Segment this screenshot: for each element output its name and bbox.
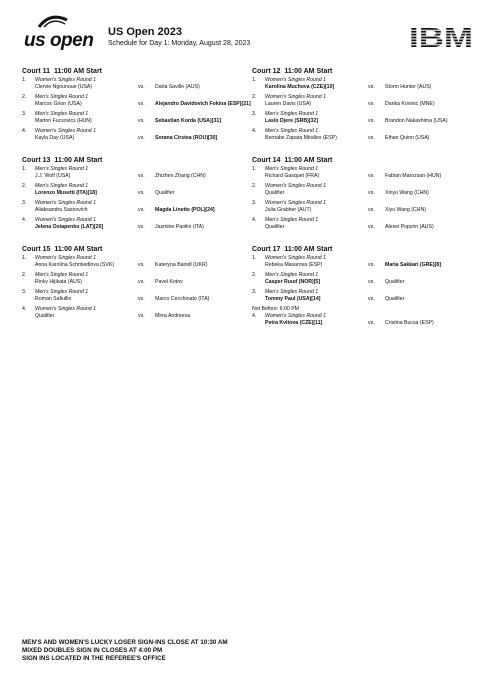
match-row	[22, 94, 258, 111]
match-row	[22, 306, 258, 323]
match-row	[252, 217, 488, 234]
court-heading	[252, 244, 488, 255]
match-number: 3.	[22, 200, 27, 206]
player-two: Magda Linette (POL)[24]	[155, 206, 215, 213]
ibm-stripe	[408, 40, 474, 42]
player-two: Brandon Nakashima (USA)	[385, 117, 448, 124]
match-event: Men's Singles Round 1	[265, 128, 319, 134]
match-event: Men's Singles Round 1	[35, 289, 89, 295]
court-heading	[22, 66, 258, 77]
court-start-time: 11:00 AM Start	[54, 157, 103, 164]
match-row	[22, 77, 258, 94]
player-one: Marton Fucsovics (HUN)	[35, 117, 92, 124]
match-number: 2.	[22, 94, 27, 100]
ibm-stripe	[408, 28, 474, 30]
page-header	[0, 0, 500, 58]
court-name: Court 17	[252, 246, 281, 253]
match-number: 4.	[22, 128, 27, 134]
versus-label: vs.	[138, 206, 145, 213]
player-two: Mirra Andreeva	[155, 312, 191, 319]
player-one: Karolina Muchova (CZE)[10]	[265, 83, 335, 90]
versus-label: vs.	[138, 100, 145, 107]
versus-label: vs.	[368, 189, 375, 196]
court-name: Court 13	[22, 157, 51, 164]
ibm-stripe	[408, 31, 474, 33]
court-17-schedule	[252, 244, 488, 330]
match-number: 2.	[22, 183, 27, 189]
match-number: 4.	[22, 306, 27, 312]
match-event: Women's Singles Round 1	[35, 128, 96, 134]
match-row	[22, 255, 258, 272]
court-heading	[22, 155, 258, 166]
versus-label: vs.	[368, 172, 375, 179]
match-event: Women's Singles Round 1	[265, 77, 326, 83]
player-two: Sorana Cirstea (ROU)[30]	[155, 134, 218, 141]
match-event: Women's Singles Round 1	[35, 306, 96, 312]
match-event: Men's Singles Round 1	[265, 111, 319, 117]
court-name: Court 14	[252, 157, 281, 164]
match-number: 2.	[252, 272, 257, 278]
match-number: 1.	[252, 255, 257, 261]
court-name: Court 15	[22, 246, 51, 253]
match-number: 3.	[22, 289, 27, 295]
court-12-schedule	[252, 66, 488, 145]
match-event: Women's Singles Round 1	[35, 200, 96, 206]
player-one: Casper Ruud (NOR)[5]	[265, 278, 321, 285]
player-two: Danka Kovinic (MNE)	[385, 100, 435, 107]
player-two: Qualifier	[385, 278, 405, 285]
match-row	[252, 255, 488, 272]
match-event: Men's Singles Round 1	[35, 166, 89, 172]
court-14-schedule	[252, 155, 488, 234]
ibm-logo-icon: IBM	[408, 25, 474, 48]
versus-label: vs.	[368, 134, 375, 141]
match-row	[22, 272, 258, 289]
player-two: Kateryna Baindl (UKR)	[155, 261, 208, 268]
court-start-time: 11:00 AM Start	[54, 246, 103, 253]
court-13-schedule	[22, 155, 258, 234]
player-one: Qualifier	[35, 312, 55, 319]
match-number: 3.	[252, 200, 257, 206]
match-row	[252, 94, 488, 111]
player-one: Tommy Paul (USA)[14]	[265, 295, 321, 302]
match-event: Men's Singles Round 1	[265, 289, 319, 295]
match-event: Men's Singles Round 1	[265, 272, 319, 278]
match-event: Women's Singles Round 1	[35, 77, 96, 83]
logo-wordmark: us open	[24, 30, 94, 51]
match-event: Men's Singles Round 1	[35, 94, 89, 100]
versus-label: vs.	[368, 117, 375, 124]
player-two: Marco Cecchinato (ITA)	[155, 295, 210, 302]
versus-label: vs.	[138, 278, 145, 285]
player-two: Maria Sakkari (GRE)[8]	[385, 261, 441, 268]
player-one: Kayla Day (USA)	[35, 134, 75, 141]
player-one: Jelena Ostapenko (LAT)[20]	[35, 223, 104, 230]
match-number: 3.	[252, 111, 257, 117]
court-start-time: 11:00 AM Start	[284, 157, 333, 164]
player-two: Daria Saville (AUS)	[155, 83, 200, 90]
player-one: Richard Gasquet (FRA)	[265, 172, 320, 179]
player-one: Qualifier	[265, 189, 285, 196]
player-one: Clervie Ngounoue (USA)	[35, 83, 93, 90]
player-two: Qualifier	[155, 189, 175, 196]
footer-notes	[22, 639, 228, 663]
versus-label: vs.	[138, 295, 145, 302]
match-event: Women's Singles Round 1	[265, 313, 326, 319]
versus-label: vs.	[138, 312, 145, 319]
us-open-logo	[24, 14, 96, 56]
versus-label: vs.	[138, 172, 145, 179]
court-start-time: 11:00 AM Start	[284, 68, 333, 75]
match-number: 1.	[22, 77, 27, 83]
player-one: Petra Kvitova (CZE)[11]	[265, 319, 323, 326]
versus-label: vs.	[138, 83, 145, 90]
match-number: 4.	[22, 217, 27, 223]
match-number: 2.	[22, 272, 27, 278]
ibm-stripe	[408, 42, 474, 44]
player-one: Laslo Djere (SRB)[32]	[265, 117, 319, 124]
player-two: Jasmine Paolini (ITA)	[155, 223, 204, 230]
player-one: Qualifier	[265, 223, 285, 230]
player-one: Rinky Hijikata (AUS)	[35, 278, 82, 285]
flaming-ball-icon	[38, 14, 68, 28]
versus-label: vs.	[368, 83, 375, 90]
match-event: Men's Singles Round 1	[265, 166, 319, 172]
player-one: Bernabe Zapata Miralles (ESP)	[265, 134, 337, 141]
match-row	[252, 272, 488, 289]
ibm-stripe	[408, 37, 474, 39]
versus-label: vs.	[368, 295, 375, 302]
match-row	[252, 111, 488, 128]
match-row	[22, 200, 258, 217]
versus-label: vs.	[138, 189, 145, 196]
match-row	[252, 313, 488, 330]
player-two: Zhizhen Zhang (CHN)	[155, 172, 206, 179]
player-one: Lauren Davis (USA)	[265, 100, 312, 107]
footer-line: MIXED DOUBLES SIGN IN CLOSES AT 4:00 PM	[22, 647, 163, 654]
match-event: Men's Singles Round 1	[265, 217, 319, 223]
court-start-time: 11:00 AM Start	[54, 68, 102, 75]
match-number: 4.	[252, 128, 257, 134]
match-row	[252, 77, 488, 94]
court-heading	[252, 66, 488, 77]
court-11-schedule	[22, 66, 258, 145]
player-two: Alejandro Davidovich Fokina (ESP)[21]	[155, 100, 251, 107]
match-event: Men's Singles Round 1	[35, 272, 89, 278]
match-row	[22, 183, 258, 200]
footer-line: SIGN INS LOCATED IN THE REFEREE'S OFFICE	[22, 655, 166, 662]
player-one: Anna Karolina Schmiedlova (SVK)	[35, 261, 115, 268]
court-heading	[22, 244, 258, 255]
match-event: Women's Singles Round 1	[265, 183, 326, 189]
match-number: 1.	[252, 166, 257, 172]
match-row	[22, 128, 258, 145]
player-one: Aliaksandra Sasnovich	[35, 206, 88, 213]
match-row	[22, 289, 258, 306]
match-number: 3.	[252, 289, 257, 295]
versus-label: vs.	[368, 206, 375, 213]
player-two: Xiyu Wang (CHN)	[385, 206, 427, 213]
court-name: Court 11	[22, 68, 51, 75]
player-one: Julia Grabher (AUT)	[265, 206, 312, 213]
versus-label: vs.	[368, 261, 375, 268]
player-one: Marcos Giron (USA)	[35, 100, 82, 107]
player-two: Xinyu Wang (CHN)	[385, 189, 429, 196]
match-number: 3.	[22, 111, 27, 117]
match-event: Men's Singles Round 1	[35, 111, 89, 117]
player-one: Rebeka Masarova (ESP)	[265, 261, 323, 268]
match-event: Women's Singles Round 1	[265, 255, 326, 261]
versus-label: vs.	[368, 319, 375, 326]
match-row	[22, 111, 258, 128]
versus-label: vs.	[368, 100, 375, 107]
match-number: 1.	[22, 255, 27, 261]
match-number: 2.	[252, 183, 257, 189]
match-row	[22, 217, 258, 234]
match-event: Women's Singles Round 1	[265, 200, 326, 206]
player-one: J.J. Wolf (USA)	[35, 172, 71, 179]
ibm-stripe	[408, 34, 474, 36]
match-row	[252, 289, 488, 306]
match-number: 1.	[22, 166, 27, 172]
player-two: Sebastian Korda (USA)[31]	[155, 117, 222, 124]
player-two: Alexei Popyrin (AUS)	[385, 223, 434, 230]
match-row	[252, 183, 488, 200]
versus-label: vs.	[138, 223, 145, 230]
versus-label: vs.	[368, 223, 375, 230]
player-two: Cristina Bucsa (ESP)	[385, 319, 434, 326]
ibm-stripe	[408, 45, 474, 47]
match-row	[252, 128, 488, 145]
court-15-schedule	[22, 244, 258, 323]
page-title: US Open 2023	[108, 26, 182, 38]
match-number: 4.	[252, 313, 257, 319]
match-number: 2.	[252, 94, 257, 100]
player-two: Storm Hunter (AUS)	[385, 83, 432, 90]
player-two: Pavel Kotov	[155, 278, 183, 285]
versus-label: vs.	[368, 278, 375, 285]
player-one: Roman Safiullin	[35, 295, 72, 302]
ibm-logo	[408, 25, 474, 48]
match-event: Women's Singles Round 1	[35, 255, 96, 261]
match-event: Men's Singles Round 1	[35, 183, 89, 189]
court-name: Court 12	[252, 68, 281, 75]
versus-label: vs.	[138, 134, 145, 141]
match-event: Women's Singles Round 1	[35, 217, 96, 223]
court-start-time: 11:00 AM Start	[284, 246, 333, 253]
player-two: Fabian Marozsan (HUN)	[385, 172, 442, 179]
court-heading	[252, 155, 488, 166]
footer-line: MEN'S AND WOMEN'S LUCKY LOSER SIGN-INS CLOSE AT 10:30 AM	[22, 639, 228, 646]
versus-label: vs.	[138, 117, 145, 124]
player-two: Qualifier	[385, 295, 405, 302]
page-subtitle: Schedule for Day 1: Monday, August 28, 2023	[108, 40, 251, 47]
not-before-note: Not Before: 6:00 PM	[252, 306, 299, 312]
match-number: 1.	[252, 77, 257, 83]
player-one: Lorenzo Musetti (ITA)[18]	[35, 189, 97, 196]
match-row	[22, 166, 258, 183]
ibm-stripe	[408, 25, 474, 27]
player-two: Ethan Quinn (USA)	[385, 134, 430, 141]
match-row	[252, 166, 488, 183]
versus-label: vs.	[138, 261, 145, 268]
match-row	[252, 200, 488, 217]
match-number: 4.	[252, 217, 257, 223]
match-event: Women's Singles Round 1	[265, 94, 326, 100]
